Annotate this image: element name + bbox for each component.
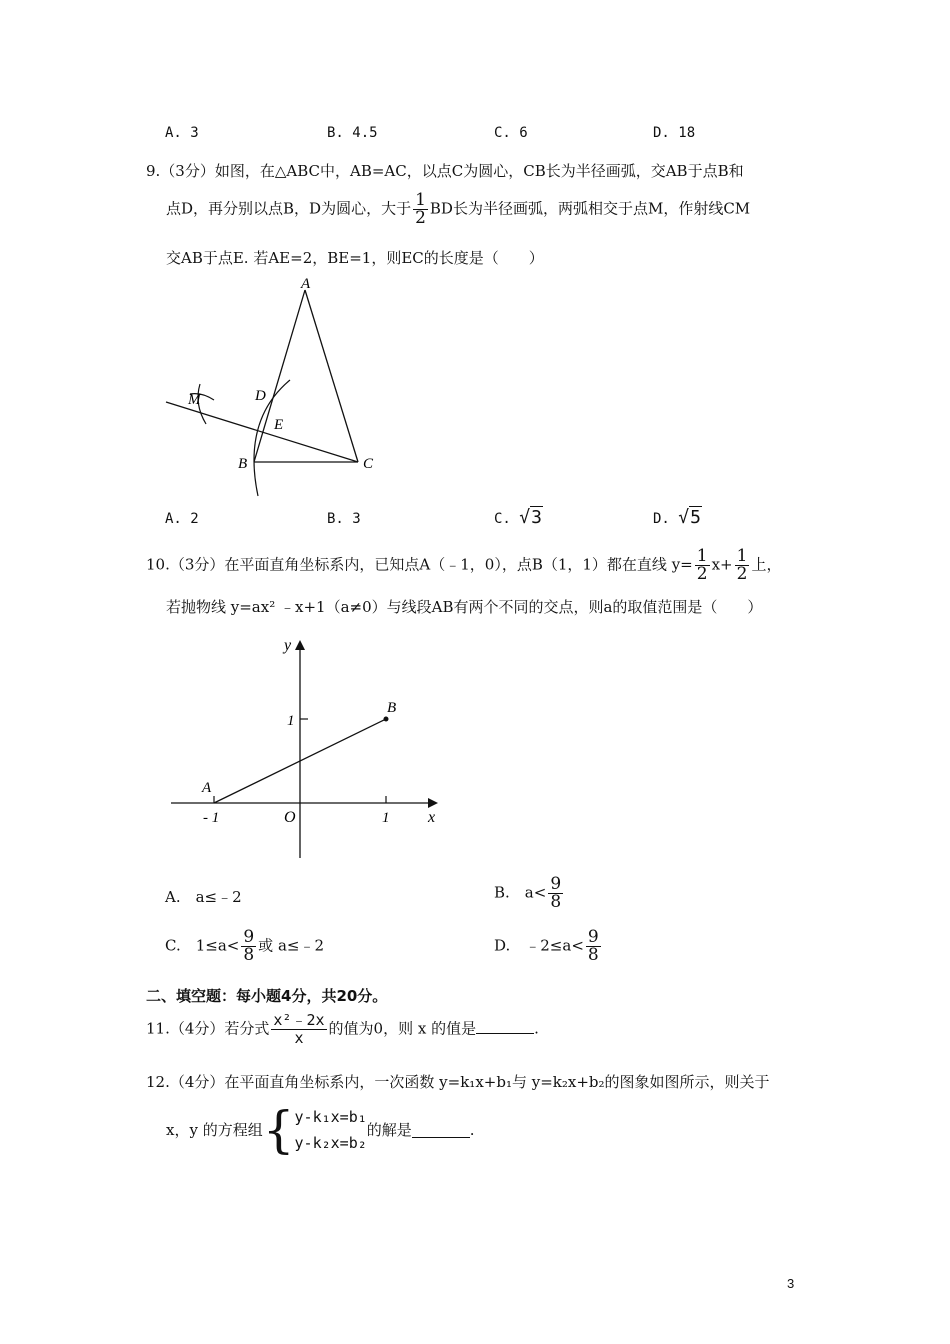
q10-option-c-den: 8 xyxy=(243,945,255,965)
q10-frac2-num: 1 xyxy=(736,546,748,566)
label-x: x xyxy=(428,809,436,826)
q10-coordinate-figure xyxy=(166,630,456,865)
q10-line2: 若抛物线 y=ax² ﹣x+1（a≠0）与线段AB有两个不同的交点，则a的取值范围是（ ） xyxy=(166,598,763,616)
q10-option-d-label: D. ﹣2≤a< xyxy=(494,936,584,955)
q12-line2 xyxy=(166,1101,475,1164)
q9-option-c-label: C. xyxy=(494,511,511,527)
q10-option-c-tail: 或 a≤﹣2 xyxy=(258,936,324,955)
q10-line1-end: 上， xyxy=(751,555,782,574)
q11-middle: 的值为0，则 x 的值是 xyxy=(328,1019,477,1038)
label-b: B xyxy=(238,456,248,472)
label-e: E xyxy=(274,417,284,433)
q9-option-c-radicand: 3 xyxy=(531,507,542,528)
label-origin: O xyxy=(284,809,296,826)
q9-frac-num: 1 xyxy=(415,190,426,210)
side-ab xyxy=(254,290,305,462)
label-a: A xyxy=(301,276,311,292)
q10-option-d xyxy=(494,929,603,964)
q10-frac2-den: 2 xyxy=(736,564,748,584)
section-title: 二、填空题：每小题4分，共20分。 xyxy=(146,987,388,1005)
q9-line2-start: 点D，再分别以点B，D为圆心，大于 xyxy=(166,199,412,218)
q10-option-b-fraction xyxy=(548,876,563,911)
q10-option-a: A. a≤﹣2 xyxy=(165,888,242,906)
q9-line1: 9.（3分）如图，在△ABC中，AB=AC，以点C为圆心，CB长为半径画弧，交AB于点B和 xyxy=(146,162,744,180)
q10-frac-1 xyxy=(695,548,710,583)
q9-option-b: B. 3 xyxy=(327,511,361,527)
q12-line2-middle: 的解是 xyxy=(366,1121,412,1139)
q12-eq1: y-k₁x=b₁ xyxy=(294,1108,367,1126)
q12-system xyxy=(295,1104,367,1156)
q11-fraction xyxy=(271,1012,326,1047)
q11-end: . xyxy=(534,1019,539,1038)
q9-option-d xyxy=(653,507,702,528)
q9-line2 xyxy=(166,192,750,227)
label-y-one: 1 xyxy=(287,713,295,729)
q9-frac-den: 2 xyxy=(415,208,426,228)
label-x-neg-one: - 1 xyxy=(203,810,220,826)
system-brace: { xyxy=(262,1101,295,1159)
q9-option-d-sqrt: √5 xyxy=(678,507,701,528)
q9-line3: 交AB于点E. 若AE=2，BE=1，则EC的长度是（ ） xyxy=(166,249,544,267)
q10-option-b-den: 8 xyxy=(550,892,562,912)
q10-option-b-num: 9 xyxy=(550,874,562,894)
q10-frac1-den: 2 xyxy=(696,564,708,584)
q12-answer-blank[interactable] xyxy=(412,1123,470,1138)
x-axis-arrow-icon xyxy=(428,798,438,808)
q11-start: 11.（4分）若分式 xyxy=(146,1019,270,1038)
q12-eq2: y-k₂x=b₂ xyxy=(294,1134,367,1152)
y-axis-arrow-icon xyxy=(295,640,305,650)
q10-option-c xyxy=(165,929,324,964)
q10-option-c-fraction xyxy=(241,929,256,964)
q10-option-d-num: 9 xyxy=(587,927,599,947)
q9-option-c-sqrt: √3 xyxy=(519,507,542,528)
q11-frac-den: x xyxy=(294,1029,304,1047)
q9-line2-end: BD长为半径画弧，两弧相交于点M，作射线CM xyxy=(429,199,751,218)
label-y: y xyxy=(284,637,292,654)
q12-end: . xyxy=(469,1121,475,1139)
q9-option-a: A. 2 xyxy=(165,511,199,527)
label-c: C xyxy=(363,456,374,472)
label-b: B xyxy=(387,700,397,716)
q8-option-c: C. 6 xyxy=(494,125,528,141)
q9-triangle-figure xyxy=(160,272,390,504)
q10-frac-2 xyxy=(735,548,750,583)
label-d: D xyxy=(255,388,266,404)
point-b xyxy=(384,717,389,722)
label-m: M xyxy=(188,392,201,408)
q10-line1 xyxy=(146,548,781,583)
q9-option-c xyxy=(494,507,543,528)
q10-line1-start: 10.（3分）在平面直角坐标系内，已知点A（﹣1，0），点B（1，1）都在直线 y= xyxy=(146,555,693,574)
q10-option-b-label: B. a< xyxy=(494,883,547,902)
q11-frac-num: x²﹣2x xyxy=(273,1011,325,1029)
q12-line2-start: x，y 的方程组 xyxy=(166,1121,263,1139)
q8-option-b: B. 4.5 xyxy=(327,125,378,141)
q10-line1-mid: x+ xyxy=(711,555,733,574)
ray-cm xyxy=(166,402,358,462)
q8-option-d: D. 18 xyxy=(653,125,696,141)
q10-option-c-label: C. 1≤a< xyxy=(165,936,240,955)
q12-line1: 12.（4分）在平面直角坐标系内，一次函数 y=k₁x+b₁与 y=k₂x+b₂的图象如图所示，则关于 xyxy=(146,1073,770,1091)
label-x-one: 1 xyxy=(382,810,390,826)
side-ac xyxy=(305,290,358,462)
q10-option-c-num: 9 xyxy=(243,927,255,947)
q10-option-d-fraction xyxy=(586,929,601,964)
q10-option-d-den: 8 xyxy=(587,945,599,965)
q10-option-b xyxy=(494,876,565,911)
label-a: A xyxy=(202,780,212,796)
q9-fraction xyxy=(413,192,428,227)
q8-option-a: A. 3 xyxy=(165,125,199,141)
page-number: 3 xyxy=(787,1276,795,1291)
q10-frac1-num: 1 xyxy=(696,546,708,566)
q11-answer-blank[interactable] xyxy=(476,1019,534,1034)
q9-option-d-label: D. xyxy=(653,511,670,527)
q11 xyxy=(146,1012,539,1047)
q9-option-d-radicand: 5 xyxy=(690,507,701,528)
